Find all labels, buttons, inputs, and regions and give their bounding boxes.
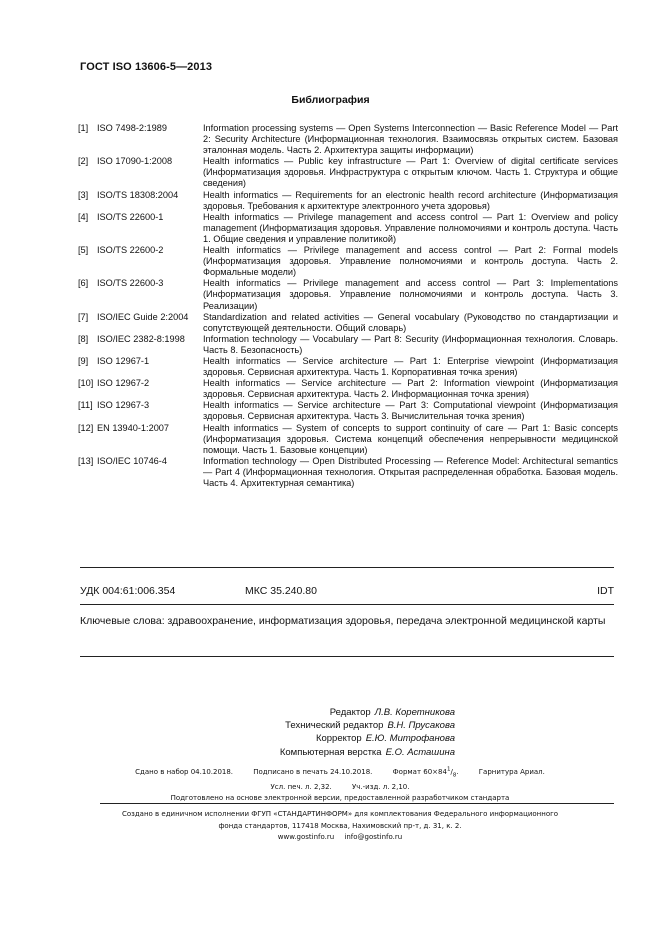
credit-name: В.Н. Прусакова	[387, 720, 455, 732]
credit-name: Л.В. Коретникова	[374, 707, 455, 718]
format-numerator: 1	[446, 767, 451, 773]
signed-date: Подписано в печать 24.10.2018.	[253, 768, 373, 777]
reference-code: ISO/IEC Guide 2:2004	[97, 311, 189, 322]
reference-number: [8]	[78, 333, 89, 344]
credit-role: Технический редактор	[285, 720, 384, 732]
reference-number: [11]	[78, 400, 93, 411]
bibliography-list	[78, 123, 618, 489]
divider-rule	[100, 803, 614, 804]
reference-entry-6	[78, 278, 618, 311]
reference-number: [4]	[78, 211, 89, 222]
reference-code: ISO/IEC 10746-4	[97, 455, 167, 466]
reference-number: [10]	[78, 378, 94, 389]
reference-code: ISO 17090-1:2008	[97, 156, 173, 167]
reference-text: Standardization and related activities — General vocabulary (Руководство по стандартизации и сопутствующей деятельности. Общий словарь)	[203, 311, 618, 333]
reference-code: ISO 7498-2:1989	[97, 123, 167, 133]
reference-text: Health informatics — Service architecture — Part 3: Computational viewpoint (Информатизация здоровья. Сервисная архитектура. Часть 3. Вычислительная точка зрения)	[203, 400, 618, 422]
reference-text: Health informatics — Service architecture — Part 2: Information viewpoint (Информатизация здоровья. Сервисная архитектура. Часть 2. Информационная точка зрения)	[203, 378, 618, 400]
reference-entry-8	[78, 334, 618, 356]
paper-format: Формат $60\times 84^1/_8$.	[392, 767, 459, 779]
credit-name: Е.О. Асташина	[385, 746, 455, 758]
publisher-email[interactable]: info@gostinfo.ru	[344, 833, 403, 841]
reference-code: EN 13940-1:2007	[97, 422, 170, 433]
mks-code: МКС 35.240.80	[245, 585, 317, 597]
page-header-standard-code: ГОСТ ISO 13606-5—2013	[80, 61, 213, 73]
credit-role: Корректор	[315, 733, 362, 745]
reference-text: Health informatics — System of concepts to support continuity of care — Part 1: Basic concepts (Информатизация здоровья. Система концепций обеспечения непрерывности медицинской помощи. Часть 1. Базовые концепции)	[203, 422, 618, 455]
reference-number: [13]	[78, 455, 94, 466]
format-prefix: Формат 60×84	[392, 768, 447, 777]
credit-role: Компьютерная верстка	[279, 746, 382, 758]
reference-entry-2	[78, 156, 618, 189]
credit-technical-editor	[205, 719, 455, 732]
reference-text: Health informatics — Privilege management and access control — Part 3: Implementations (Информатизация здоровья. Управление полномочиями и контроль доступа. Часть 3. Реализации)	[203, 278, 618, 311]
reference-entry-1	[78, 123, 618, 156]
reference-entry-5	[78, 245, 618, 278]
publisher-info	[60, 809, 620, 844]
reference-text: Health informatics — Service architecture — Part 1: Enterprise viewpoint (Информатизация здоровья. Сервисная архитектура. Часть 1. Корпоративная точка зрения)	[203, 355, 618, 378]
reference-entry-10	[78, 378, 618, 400]
reference-number: [2]	[78, 156, 89, 167]
reference-code: ISO/TS 22600-2	[97, 245, 164, 256]
reference-code: ISO 12967-3	[97, 400, 150, 411]
print-info	[60, 765, 620, 804]
reference-code: ISO/TS 22600-1	[97, 211, 164, 222]
publisher-line: Создано в единичном исполнении ФГУП «СТАНДАРТИНФОРМ» для комплектования Федерального информационного	[121, 810, 559, 818]
publisher-contacts	[60, 832, 620, 844]
reference-number: [5]	[78, 245, 89, 256]
reference-number: [7]	[78, 311, 89, 322]
reference-text: Health informatics — Public key infrastructure — Part 1: Overview of digital certificate services (Информатизация здоровья. Инфраструктура с открытым ключом. Часть 1. Структура и общие сведения)	[203, 156, 618, 189]
credit-name: Е.Ю. Митрофанова	[365, 733, 455, 745]
reference-code: ISO/TS 18308:2004	[97, 189, 179, 200]
divider-rule	[80, 604, 614, 605]
divider-rule	[80, 567, 614, 568]
format-denominator: 8	[452, 772, 457, 779]
reference-number: [1]	[78, 123, 89, 133]
reference-entry-13	[78, 456, 618, 489]
reference-number: [12]	[78, 422, 94, 433]
publisher-website[interactable]: www.gostinfo.ru	[277, 833, 335, 841]
keywords: Ключевые слова: здравоохранение, информатизация здоровья, передача электронной медицинской карты	[80, 615, 606, 627]
reference-text: Information technology — Open Distributed Processing — Reference Model: Architectural semantics — Part 4 (Информационная технология. Открытая распределенная обработка. Базовая модель. Часть 4. Архитектурная семантика)	[203, 455, 618, 488]
reference-code: ISO 12967-1	[97, 355, 150, 366]
idt-label: IDT	[597, 585, 614, 597]
divider-rule	[80, 656, 614, 657]
format-suffix: .	[456, 768, 459, 777]
reference-code: ISO 12967-2	[97, 378, 150, 389]
reference-text: Information technology — Vocabulary — Part 8: Security (Информационная технология. Словарь. Часть 8. Безопасность)	[203, 333, 618, 355]
reference-number: [6]	[78, 278, 89, 289]
udk-code: УДК 004:61:006.354	[80, 585, 176, 597]
publisher-sheets: Уч.-изд. л. 2,10.	[352, 782, 410, 791]
credits-block	[205, 706, 455, 759]
credit-layout	[205, 746, 455, 759]
reference-number: [9]	[78, 355, 89, 366]
prepared-note: Подготовлено на основе электронной версии, предоставленной разработчиком стандарта	[170, 793, 510, 802]
submitted-date: Сдано в набор 04.10.2018.	[135, 768, 234, 777]
publisher-line: фонда стандартов, 117418 Москва, Нахимовский пр-т, д. 31, к. 2.	[218, 821, 462, 830]
reference-entry-11	[78, 400, 618, 422]
printed-sheets: Усл. печ. л. 2,32.	[270, 782, 332, 791]
reference-code: ISO/TS 22600-3	[97, 278, 164, 289]
reference-text: Information processing systems — Open Systems Interconnection — Basic Reference Model — Part 2: Security Architecture (Информационная технология. Взаимосвязь открытых систем. Базовая эталонная модель. Часть 2. Архитектура защиты информации)	[203, 123, 618, 156]
reference-number: [3]	[78, 189, 89, 200]
bibliography-title: Библиография	[291, 94, 370, 106]
reference-entry-4	[78, 212, 618, 245]
reference-entry-9	[78, 356, 618, 378]
print-info-row	[60, 782, 620, 793]
reference-entry-3	[78, 190, 618, 212]
reference-entry-7	[78, 312, 618, 334]
reference-code: ISO/IEC 2382-8:1998	[97, 333, 185, 344]
print-info-row	[60, 765, 620, 782]
reference-text: Health informatics — Privilege management and access control — Part 1: Overview and policy management (Информатизация здоровья. Управление полномочиями и контроль доступа. Часть 1. Общие сведения и управление политикой)	[203, 211, 618, 244]
credit-proofreader	[205, 732, 455, 745]
typeface: Гарнитура Ариал.	[478, 768, 545, 777]
credit-editor	[205, 706, 455, 719]
reference-entry-12	[78, 423, 618, 456]
reference-text: Health informatics — Requirements for an electronic health record architecture (Информатизация здоровья. Требования к архитектуре электронного учета здоровья)	[203, 189, 618, 211]
credit-role: Редактор	[329, 707, 371, 718]
reference-text: Health informatics — Privilege management and access control — Part 2: Formal models (Информатизация здоровья. Управление полномочиями и контроль доступа. Часть 2. Формальные модели)	[203, 245, 618, 278]
